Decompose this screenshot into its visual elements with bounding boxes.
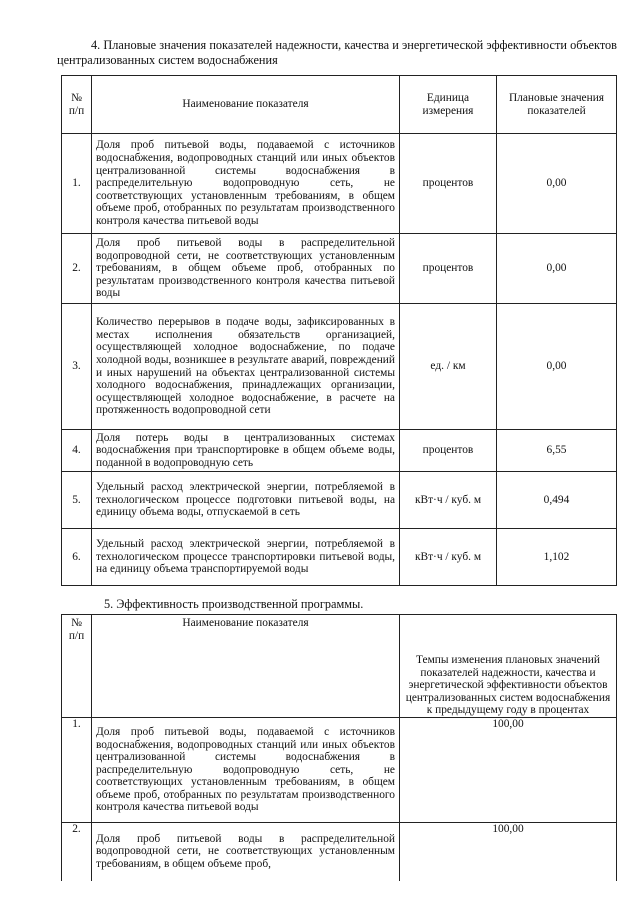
table-row — [62, 718, 617, 823]
row-rate: 100,00 — [400, 718, 617, 823]
row-name: Доля потерь воды в централизованных системах водоснабжения при транспортировке в общем объеме воды, поданной в водопроводную сеть — [92, 430, 400, 472]
table-header-row — [62, 615, 617, 718]
row-value: 0,00 — [497, 134, 617, 234]
row-num: 2. — [62, 823, 92, 881]
row-unit: ед. / км — [400, 304, 497, 430]
col-header-name: Наименование показателя — [92, 76, 400, 134]
col-header-unit: Единица измерения — [400, 76, 497, 134]
row-name: Доля проб питьевой воды в распределительной водопроводной сети, не соответствующих установленным требованиям, в общем объеме проб, — [92, 823, 400, 881]
table-row — [62, 304, 617, 430]
row-value: 0,494 — [497, 472, 617, 529]
section4-table — [61, 75, 617, 586]
section4-title — [57, 38, 617, 68]
row-unit: процентов — [400, 134, 497, 234]
row-name: Удельный расход электрической энергии, потребляемой в технологическом процессе подготовки питьевой воды, на единицу объема воды, отпускаемой в сеть — [92, 472, 400, 529]
table-row — [62, 134, 617, 234]
row-name: Удельный расход электрической энергии, потребляемой в технологическом процессе транспортировки питьевой воды, на единицу объема транспортируемой воды — [92, 529, 400, 586]
row-value: 0,00 — [497, 234, 617, 304]
section5-title: 5. Эффективность производственной программы. — [104, 597, 364, 611]
table-row — [62, 234, 617, 304]
table-row — [62, 823, 617, 881]
row-rate: 100,00 — [400, 823, 617, 881]
row-num: 6. — [62, 529, 92, 586]
section4-title-line2: объектов централизованных систем водоснабжения — [57, 38, 617, 67]
row-num: 4. — [62, 430, 92, 472]
row-name: Количество перерывов в подаче воды, зафиксированных в местах исполнения обязательств организацией, осуществляющей холодное водоснабжение, по подаче холодной воды, возникшее в результате аварий, повреждений и иных нарушений на объектах централизованной системы холодного водоснабжения, принадлежащих организации, осуществляющей холодное водоснабжение, в расчете на протяженность водопроводной сети — [92, 304, 400, 430]
row-unit: кВт·ч / куб. м — [400, 472, 497, 529]
table-row — [62, 529, 617, 586]
row-unit: кВт·ч / куб. м — [400, 529, 497, 586]
row-num: 3. — [62, 304, 92, 430]
row-num: 5. — [62, 472, 92, 529]
row-unit: процентов — [400, 430, 497, 472]
row-value: 0,00 — [497, 304, 617, 430]
row-unit: процентов — [400, 234, 497, 304]
section4-title-line1: 4. Плановые значения показателей надежности, качества и энергетической эффективности — [91, 38, 567, 52]
table-row — [62, 472, 617, 529]
row-value: 1,102 — [497, 529, 617, 586]
col-header-num: № п/п — [62, 615, 92, 718]
table-header-row — [62, 76, 617, 134]
row-num: 1. — [62, 718, 92, 823]
section5-table — [61, 614, 617, 881]
col-header-value: Плановые значения показателей — [497, 76, 617, 134]
col-header-num: № п/п — [62, 76, 92, 134]
table-row — [62, 430, 617, 472]
row-num: 2. — [62, 234, 92, 304]
col-header-rate: Темпы изменения плановых значений показателей надежности, качества и энергетической эффективности объектов централизованных систем водоснабжения к предыдущему году в процентах — [400, 615, 617, 718]
col-header-name: Наименование показателя — [92, 615, 400, 718]
row-name: Доля проб питьевой воды в распределительной водопроводной сети, не соответствующих установленным требованиям, в общем объеме проб, отобранных по результатам производственного контроля качества питьевой воды — [92, 234, 400, 304]
row-name: Доля проб питьевой воды, подаваемой с источников водоснабжения, водопроводных станций или иных объектов централизованной системы водоснабжения в распределительную водопроводную сеть, не соответствующих установленным требованиям, в общем объеме проб, отобранных по результатам производственного контроля качества питьевой воды — [92, 134, 400, 234]
row-name: Доля проб питьевой воды, подаваемой с источников водоснабжения, водопроводных станций или иных объектов централизованной системы водоснабжения в распределительную водопроводную сеть, не соответствующих установленным требованиям, в общем объеме проб, отобранных по результатам производственного контроля качества питьевой воды — [92, 718, 400, 823]
row-num: 1. — [62, 134, 92, 234]
row-value: 6,55 — [497, 430, 617, 472]
